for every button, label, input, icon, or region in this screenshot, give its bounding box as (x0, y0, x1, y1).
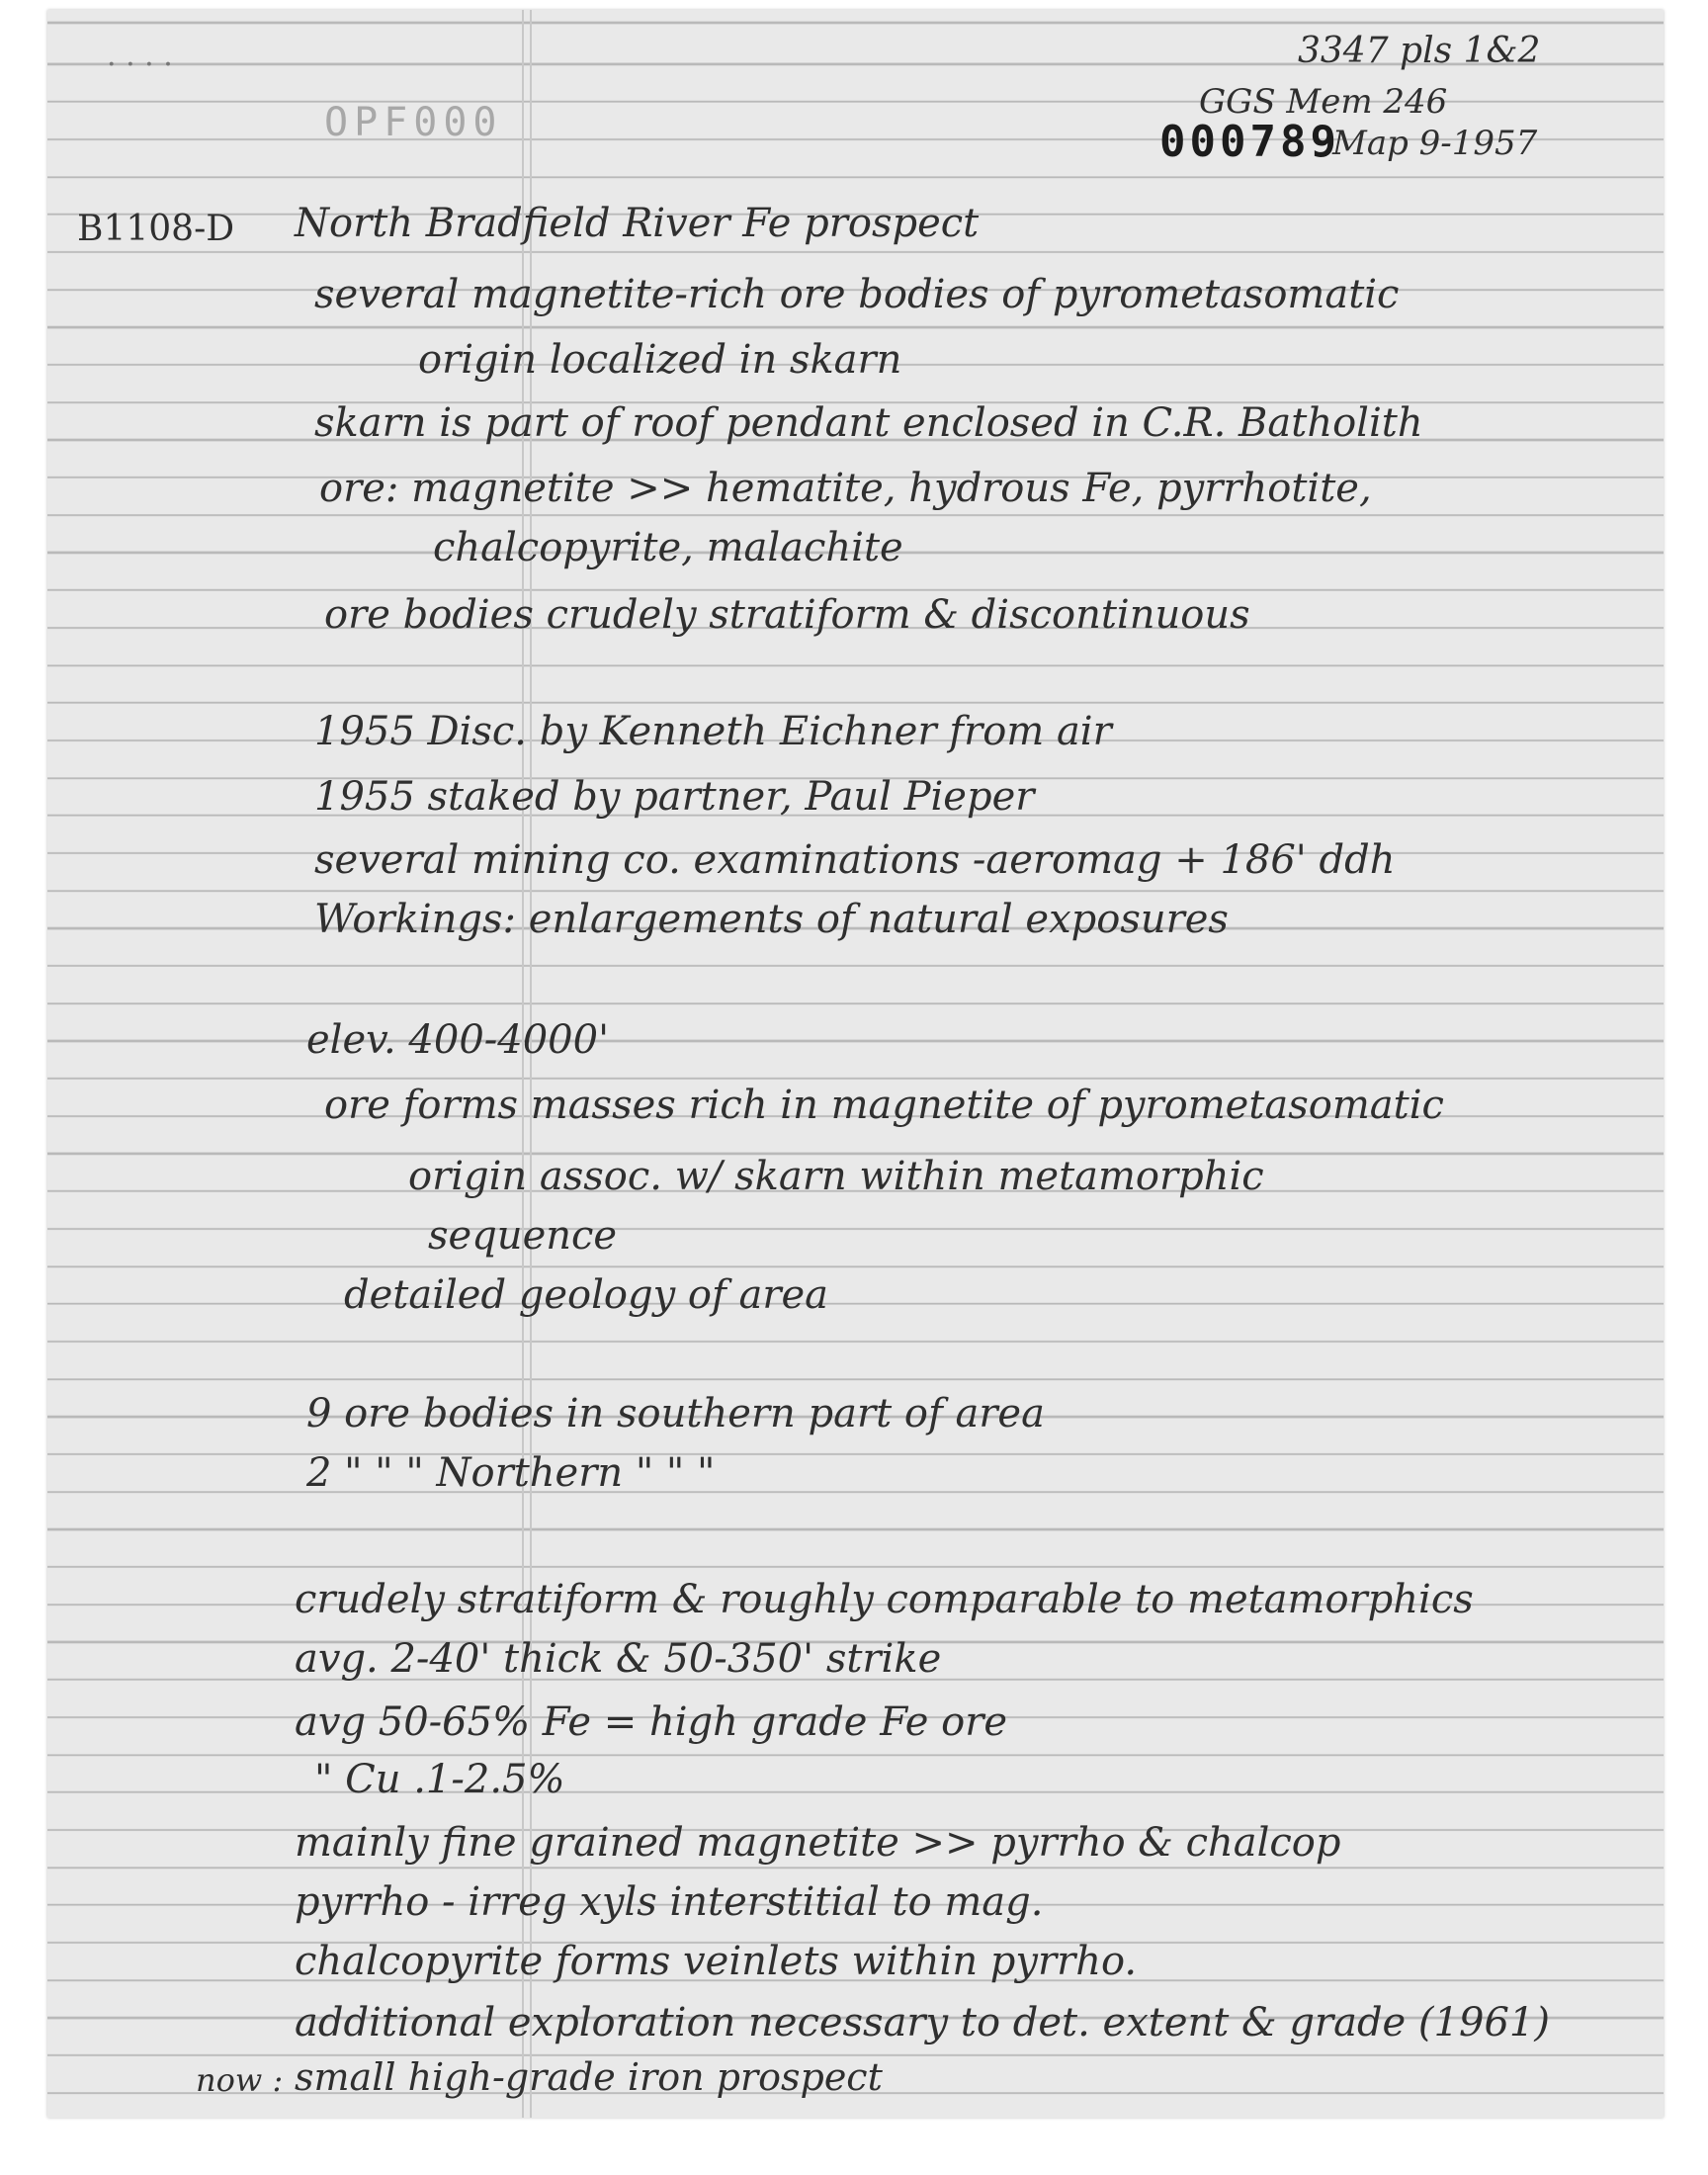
note-line: ore bodies crudely stratiform & discontinuous (324, 592, 1250, 638)
note-line: Workings: enlargements of natural exposures (314, 897, 1229, 942)
note-line: origin localized in skarn (418, 337, 902, 383)
footer-note: small high-grade iron prospect (295, 2055, 883, 2099)
note-line: 9 ore bodies in southern part of area (306, 1391, 1045, 1436)
record-id: B1108-D (77, 209, 235, 249)
note-line: ore forms masses rich in magnetite of pyrometasomatic (324, 1083, 1444, 1128)
note-line: elev. 400-4000' (306, 1017, 610, 1063)
note-line: ore: magnetite >> hematite, hydrous Fe, pyrrhotite, (319, 466, 1372, 511)
note-line: avg 50-65% Fe = high grade Fe ore (295, 1699, 1008, 1745)
note-line: several magnetite-rich ore bodies of pyrometasomatic (314, 272, 1400, 317)
note-line: sequence (428, 1213, 618, 1259)
note-line: origin assoc. w/ skarn within metamorphic (408, 1154, 1264, 1199)
note-line: 1955 Disc. by Kenneth Eichner from air (314, 709, 1112, 754)
document-number-stamp: 000789 (1159, 117, 1340, 167)
note-line: chalcopyrite, malachite (433, 525, 903, 570)
note-line: skarn is part of roof pendant enclosed in C.R. Batholith (314, 400, 1423, 446)
note-line: 2 " " " Northern " " " (306, 1450, 716, 1496)
note-line: " Cu .1-2.5% (314, 1757, 565, 1802)
note-line: pyrrho - irreg xyls interstitial to mag. (295, 1879, 1044, 1925)
header-note-pls: 3347 pls 1&2 (1298, 31, 1541, 71)
note-line: several mining co. examinations -aeromag + 186' ddh (314, 837, 1396, 883)
note-line: chalcopyrite forms veinlets within pyrrho. (295, 1939, 1138, 1984)
document-page (47, 10, 1664, 2118)
note-line: North Bradfield River Fe prospect (295, 201, 980, 246)
speck-marks: · · · · (107, 47, 173, 82)
faded-stamp: OPF000 (324, 100, 503, 145)
header-note-map: Map 9-1957 (1332, 124, 1538, 163)
header-note-mem: GGS Mem 246 (1199, 82, 1448, 122)
note-line: avg. 2-40' thick & 50-350' strike (295, 1636, 942, 1682)
footer-prefix: now : (196, 2061, 284, 2099)
note-line: additional exploration necessary to det. extent & grade (1961) (295, 2000, 1550, 2045)
note-line: crudely stratiform & roughly comparable to metamorphics (295, 1577, 1474, 1622)
note-line: mainly fine grained magnetite >> pyrrho & chalcop (295, 1820, 1341, 1866)
note-line: detailed geology of area (344, 1272, 829, 1318)
note-line: 1955 staked by partner, Paul Pieper (314, 774, 1035, 820)
